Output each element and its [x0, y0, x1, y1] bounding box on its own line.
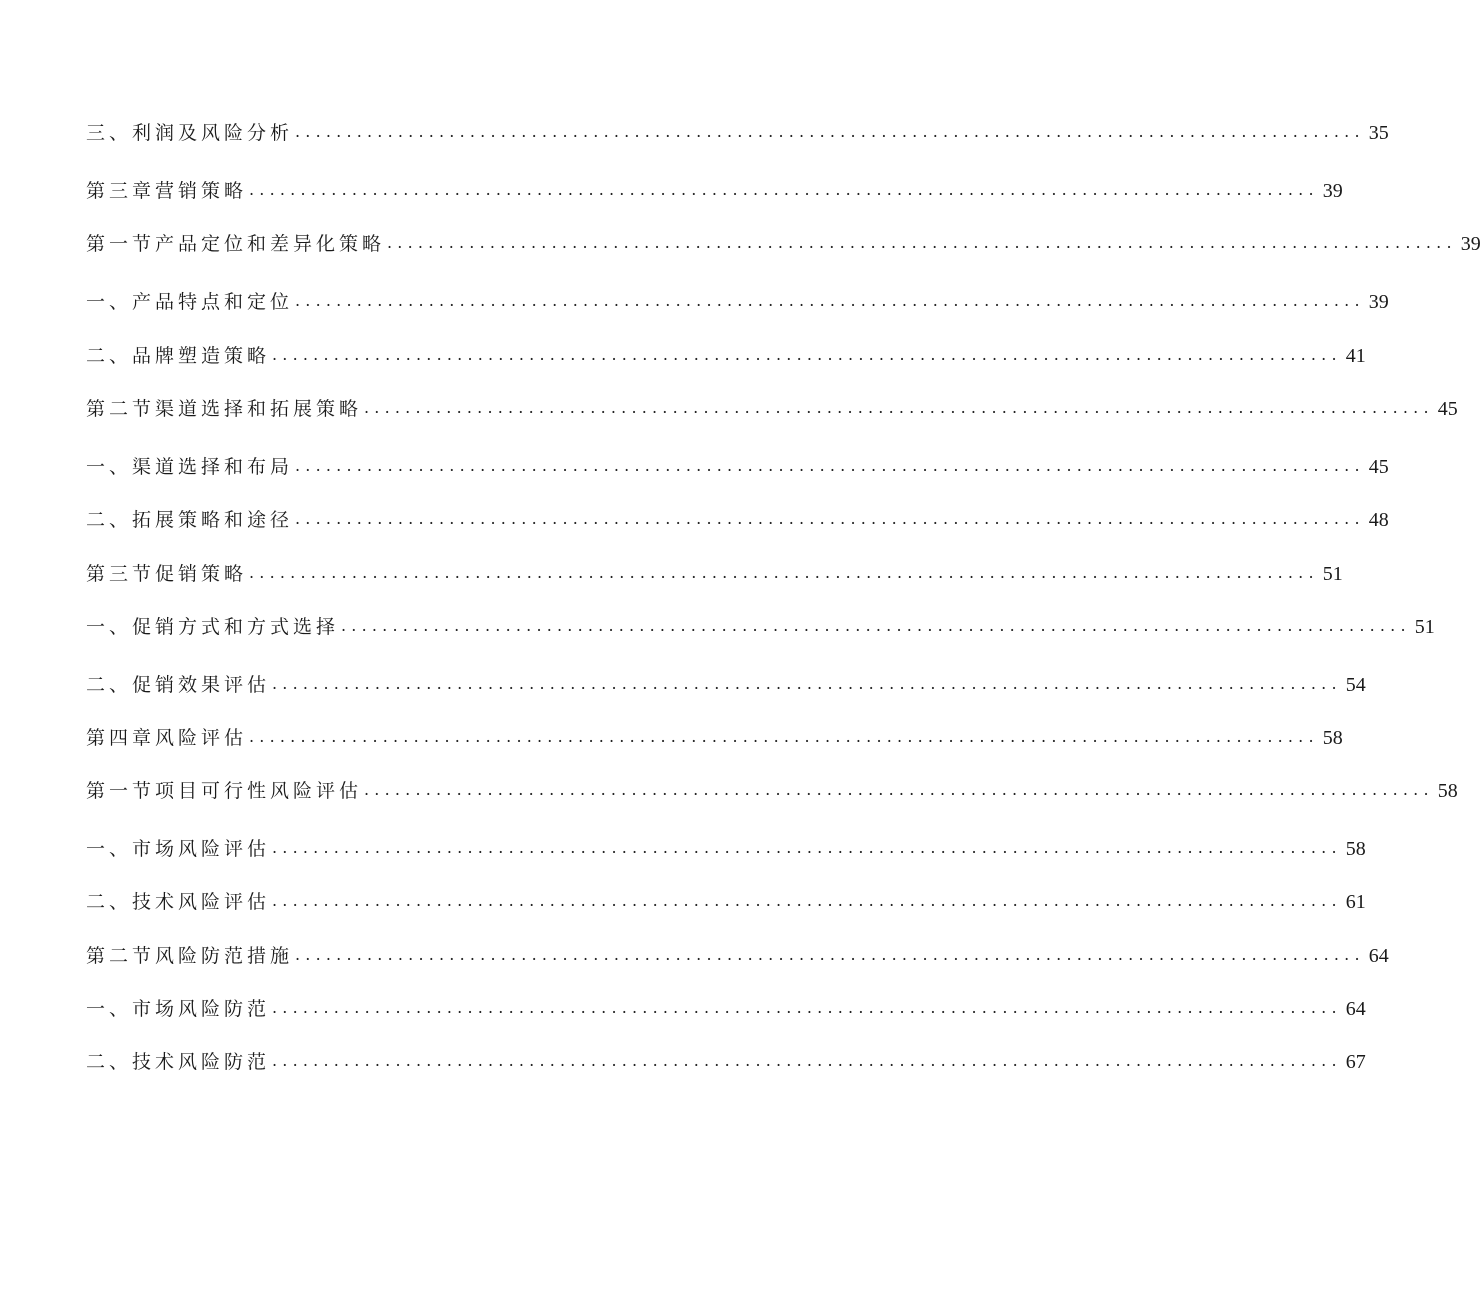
toc-dot-leader: ........................................................................................................	[295, 291, 1365, 310]
toc-entry-page: 58	[1437, 780, 1458, 802]
toc-dot-leader: ........................................................................................................	[272, 1051, 1342, 1070]
toc-dot-leader: ........................................................................................................	[341, 616, 1411, 635]
toc-entry[interactable]	[86, 287, 1389, 317]
toc-entry[interactable]	[86, 229, 1481, 259]
toc-entry-page: 51	[1414, 616, 1435, 638]
toc-entry-title: 第二节渠道选择和拓展策略	[86, 398, 363, 420]
toc-entry[interactable]	[86, 834, 1366, 864]
toc-entry-page: 64	[1368, 945, 1389, 967]
toc-entry-title: 一、产品特点和定位	[86, 291, 294, 313]
toc-entry-title: 一、促销方式和方式选择	[86, 616, 340, 638]
toc-entry-title: 一、市场风险防范	[86, 998, 271, 1020]
toc-entry-page: 41	[1345, 345, 1366, 367]
toc-entry-title: 第四章风险评估	[86, 727, 248, 749]
toc-dot-leader: ........................................................................................................	[295, 456, 1365, 475]
toc-entry[interactable]	[86, 670, 1366, 700]
toc-entry[interactable]	[86, 505, 1389, 535]
toc-dot-leader: ........................................................................................................	[295, 509, 1365, 528]
toc-entry-page: 45	[1368, 456, 1389, 478]
toc-entry-page: 61	[1345, 891, 1366, 913]
toc-entry-title: 二、技术风险防范	[86, 1051, 271, 1073]
toc-dot-leader: ........................................................................................................	[295, 945, 1365, 964]
toc-entry-page: 51	[1322, 563, 1343, 585]
toc-entry[interactable]	[86, 994, 1366, 1024]
toc-entry-page: 39	[1322, 180, 1343, 202]
toc-entry[interactable]	[86, 1047, 1366, 1077]
toc-entry[interactable]	[86, 176, 1343, 206]
toc-dot-leader: ........................................................................................................	[364, 780, 1434, 799]
toc-entry-page: 48	[1368, 509, 1389, 531]
toc-entry-page: 39	[1460, 233, 1481, 255]
toc-entry-title: 二、促销效果评估	[86, 674, 271, 696]
toc-entry-title: 二、品牌塑造策略	[86, 345, 271, 367]
toc-dot-leader: ........................................................................................................	[272, 345, 1342, 364]
toc-entry-page: 67	[1345, 1051, 1366, 1073]
toc-entry-page: 64	[1345, 998, 1366, 1020]
toc-dot-leader: ........................................................................................................	[249, 180, 1319, 199]
toc-entry-page: 58	[1322, 727, 1343, 749]
toc-entry[interactable]	[86, 452, 1389, 482]
toc-entry-title: 二、技术风险评估	[86, 891, 271, 913]
toc-entry[interactable]	[86, 723, 1343, 753]
toc-dot-leader: ........................................................................................................	[249, 727, 1319, 746]
toc-dot-leader: ........................................................................................................	[249, 563, 1319, 582]
toc-entry-page: 54	[1345, 674, 1366, 696]
toc-entry-page: 45	[1437, 398, 1458, 420]
toc-entry-title: 三、利润及风险分析	[86, 122, 294, 144]
toc-entry-title: 一、渠道选择和布局	[86, 456, 294, 478]
toc-entry-title: 第三章营销策略	[86, 180, 248, 202]
toc-dot-leader: ........................................................................................................	[387, 233, 1457, 252]
toc-entry-page: 58	[1345, 838, 1366, 860]
toc-entry-page: 35	[1368, 122, 1389, 144]
toc-entry-title: 第二节风险防范措施	[86, 945, 294, 967]
toc-entry-title: 一、市场风险评估	[86, 838, 271, 860]
toc-dot-leader: ........................................................................................................	[272, 998, 1342, 1017]
toc-dot-leader: ........................................................................................................	[364, 398, 1434, 417]
toc-entry-title: 第一节产品定位和差异化策略	[86, 233, 386, 255]
toc-entry[interactable]	[86, 941, 1389, 971]
toc-entry-page: 39	[1368, 291, 1389, 313]
toc-entry[interactable]	[86, 394, 1458, 424]
toc-entry[interactable]	[86, 887, 1366, 917]
toc-dot-leader: ........................................................................................................	[272, 674, 1342, 693]
toc-dot-leader: ........................................................................................................	[272, 891, 1342, 910]
toc-dot-leader: ........................................................................................................	[295, 122, 1365, 141]
toc-entry[interactable]	[86, 118, 1389, 148]
toc-entry-title: 第一节项目可行性风险评估	[86, 780, 363, 802]
toc-entry-title: 二、拓展策略和途径	[86, 509, 294, 531]
toc-entry[interactable]	[86, 612, 1435, 642]
toc-entry[interactable]	[86, 559, 1343, 589]
toc-entry[interactable]	[86, 776, 1458, 806]
toc-entry[interactable]	[86, 341, 1366, 371]
toc-dot-leader: ........................................................................................................	[272, 838, 1342, 857]
toc-entry-title: 第三节促销策略	[86, 563, 248, 585]
